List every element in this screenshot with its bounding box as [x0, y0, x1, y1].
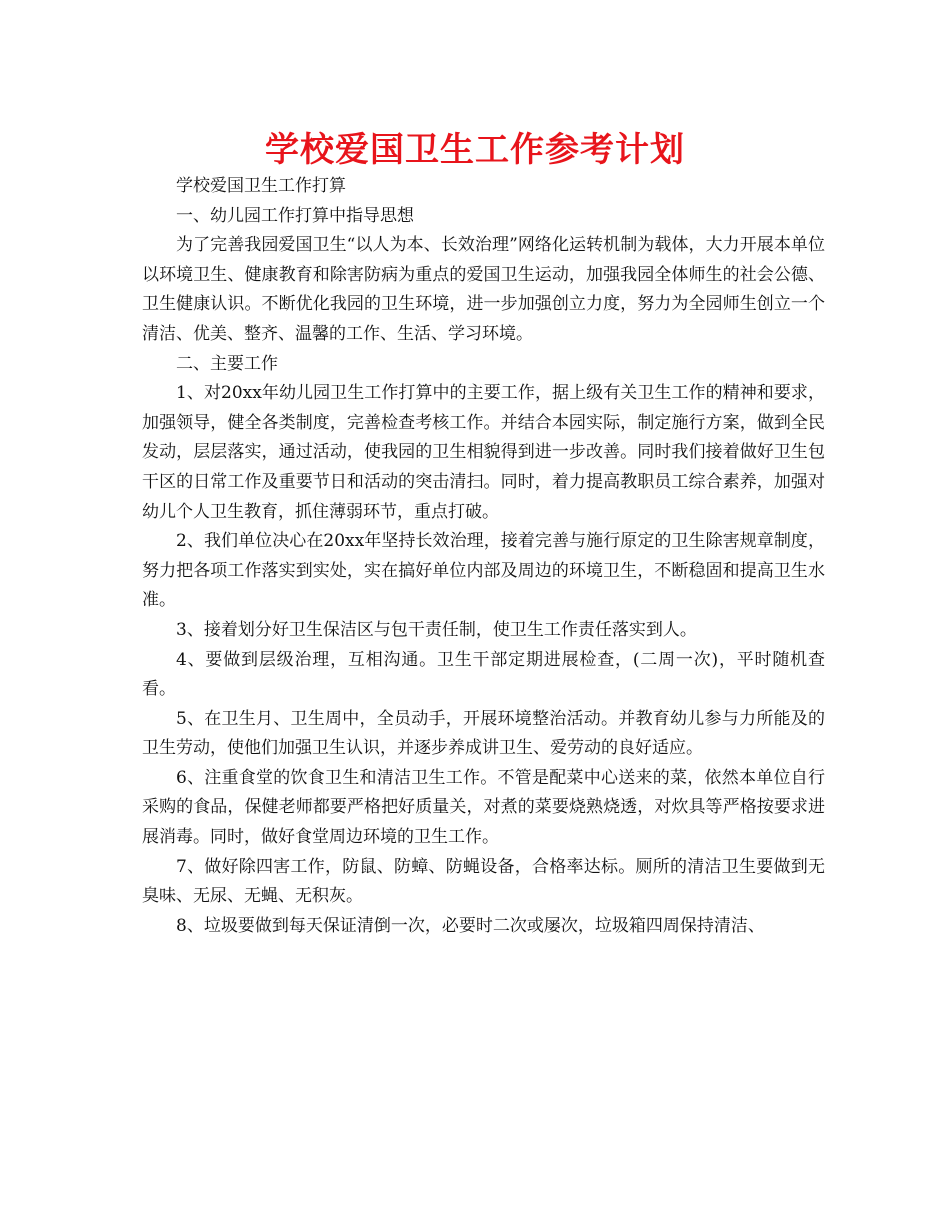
paragraph-item-8: 8、垃圾要做到每天保证清倒一次，必要时二次或屡次，垃圾箱四周保持清洁、 [176, 915, 765, 936]
paragraph-item-3: 3、接着划分好卫生保洁区与包干责任制，使卫生工作责任落实到人。 [176, 619, 697, 640]
paragraph-guiding-ideology: 为了完善我园爱国卫生“以人为本、长效治理”网络化运转机制为载体，大力开展本单位以环境卫生、健康教育和除害防病为重点的爱国卫生运动，加强我园全体师生的社会公德、卫生健康认识。不断优化我园的卫生环境，进一步加强创立力度，努力为全园师生创立一个清洁、优美、整齐、温馨的工作、生活、学习环境。 [142, 235, 825, 344]
paragraph-item-7: 7、做好除四害工作，防鼠、防蟑、防蝇设备，合格率达标。厕所的清洁卫生要做到无臭味、无尿、无蝇、无积灰。 [142, 856, 825, 907]
paragraph-item-5: 5、在卫生月、卫生周中，全员动手，开展环境整治活动。并教育幼儿参与力所能及的卫生劳动，使他们加强卫生认识，并逐步养成讲卫生、爱劳动的良好适应。 [142, 708, 825, 759]
paragraph-heading-main-work: 二、主要工作 [176, 353, 278, 374]
paragraph-item-1: 1、对20xx年幼儿园卫生工作打算中的主要工作，据上级有关卫生工作的精神和要求，加强领导，健全各类制度，完善检查考核工作。并结合本园实际，制定施行方案，做到全民发动，层层落实，通过活动，使我园的卫生相貌得到进一步改善。同时我们接着做好卫生包干区的日常工作及重要节日和活动的突击清扫。同时，着力提高教职员工综合素养，加强对幼儿个人卫生教育，抓住薄弱环节，重点打破。 [142, 383, 825, 522]
paragraph-subtitle: 学校爱国卫生工作打算 [176, 176, 346, 196]
paragraph-item-2: 2、我们单位决心在20xx年坚持长效治理，接着完善与施行原定的卫生除害规章制度，努力把各项工作落实到实处，实在搞好单位内部及周边的环境卫生，不断稳固和提高卫生水准。 [142, 531, 825, 611]
document-title: 学校爱国卫生工作参考计划 [265, 130, 685, 170]
document-body [142, 172, 825, 941]
paragraph-heading-guiding-ideology: 一、幼儿园工作打算中指导思想 [176, 205, 414, 226]
paragraph-item-6: 6、注重食堂的饮食卫生和清洁卫生工作。不管是配菜中心送来的菜，依然本单位自行采购的食品，保健老师都要严格把好质量关，对煮的菜要烧熟烧透，对炊具等严格按要求进展消毒。同时，做好食堂周边环境的卫生工作。 [142, 767, 825, 848]
paragraph-item-4: 4、要做到层级治理，互相沟通。卫生干部定期进展检查，(二周一次)，平时随机查看。 [142, 649, 825, 700]
